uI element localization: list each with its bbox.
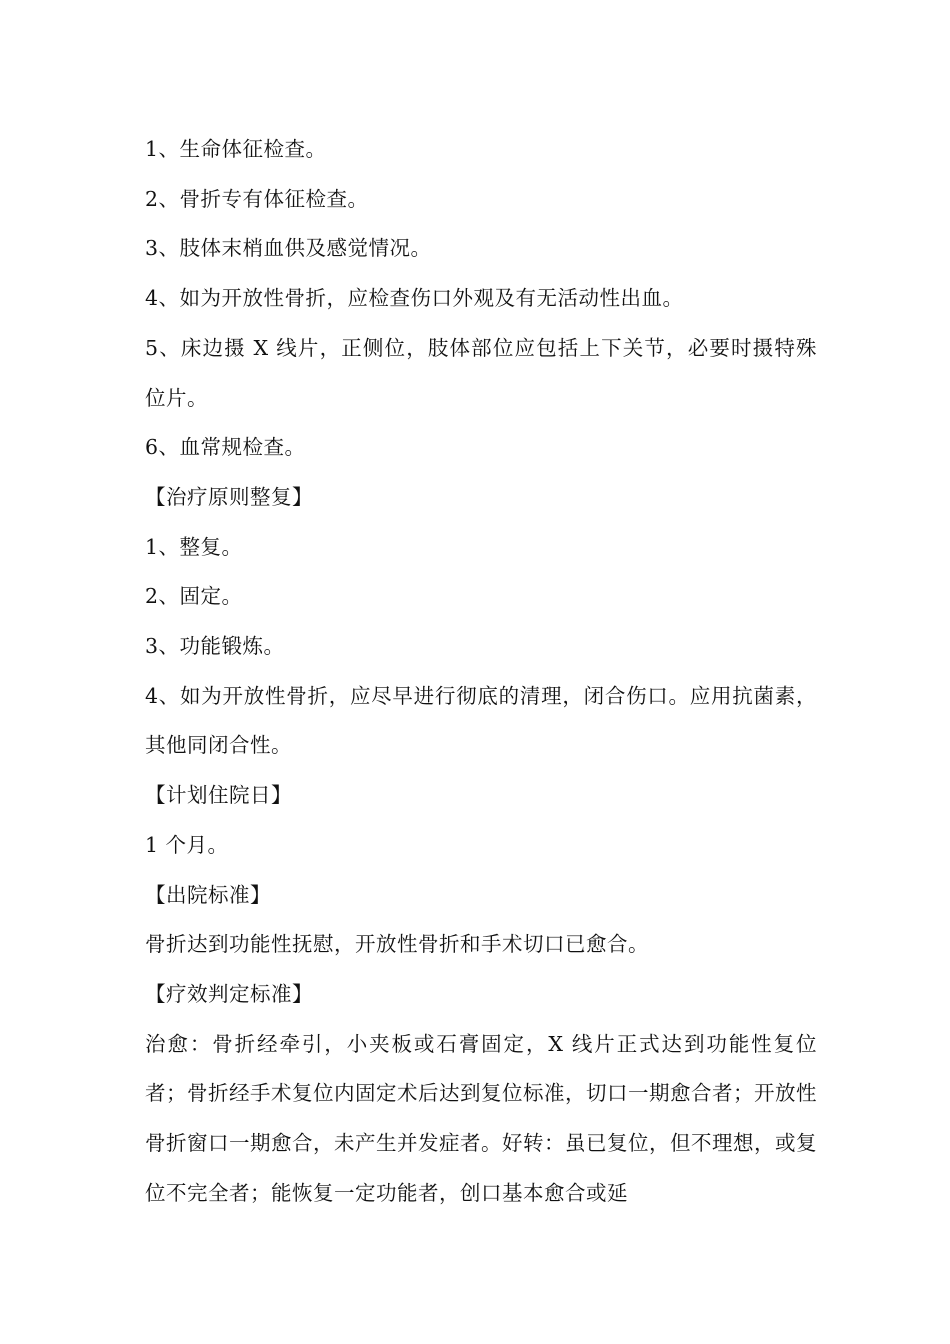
list-item-open-fracture-treatment: 4、如为开放性骨折，应尽早进行彻底的清理，闭合伤口。应用抗菌素，其他同闭合性。 (145, 683, 817, 758)
list-item-fracture-signs: 2、骨折专有体征检查。 (145, 186, 369, 211)
list-item-reduction: 1、整复。 (145, 534, 243, 559)
section-heading-treatment: 【治疗原则整复】 (145, 484, 313, 509)
list-item-blood-test: 6、血常规检查。 (145, 435, 306, 460)
discharge-text: 骨折达到功能性抚慰，开放性骨折和手术切口已愈合。 (145, 932, 649, 957)
hospital-days-text: 1 个月。 (145, 832, 229, 857)
section-heading-discharge: 【出院标准】 (145, 882, 271, 907)
document-page (145, 125, 817, 1218)
list-item-fixation: 2、固定。 (145, 584, 243, 609)
section-heading-efficacy: 【疗效判定标准】 (145, 981, 313, 1006)
list-item-exercise: 3、功能锻炼。 (145, 634, 285, 659)
efficacy-text: 治愈：骨折经牵引，小夹板或石膏固定，X 线片正式达到功能性复位者；骨折经手术复位内固定术后达到复位标准，切口一期愈合者；开放性骨折窗口一期愈合，未产生并发症者。好转：虽已复位，但不理想，或复位不完全者；能恢复一定功能者，创口基本愈合或延 (145, 1031, 817, 1205)
list-item-open-fracture-check: 4、如为开放性骨折，应检查伤口外观及有无活动性出血。 (145, 286, 684, 311)
list-item-xray: 5、床边摄 X 线片，正侧位，肢体部位应包括上下关节，必要时摄特殊位片。 (145, 335, 817, 410)
list-item-vital-signs: 1、生命体征检查。 (145, 137, 327, 161)
section-heading-hospital-days: 【计划住院日】 (145, 783, 292, 808)
list-item-blood-supply: 3、肢体末梢血供及感觉情况。 (145, 236, 432, 261)
